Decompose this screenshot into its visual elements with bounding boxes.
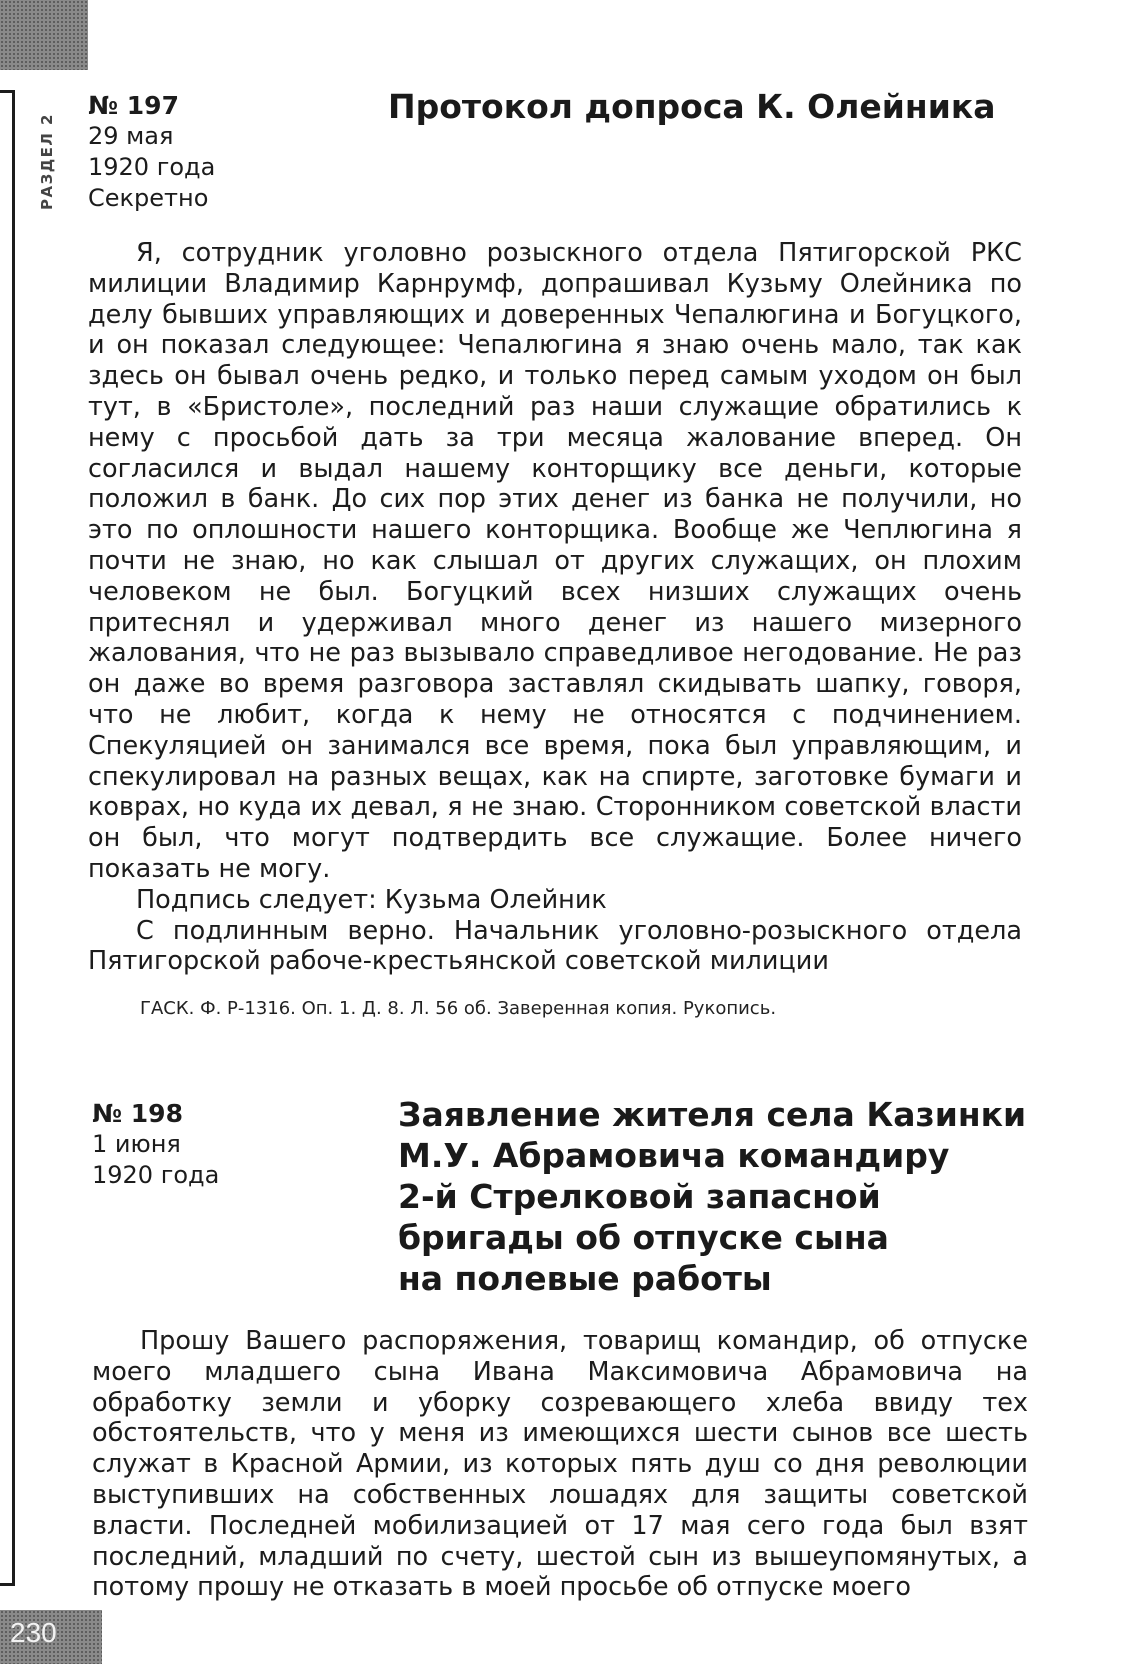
doc198-title-line: Заявление жителя села Казинки <box>398 1095 1027 1134</box>
doc197-body <box>88 238 1022 977</box>
doc198-date-day: 1 июня <box>92 1130 181 1158</box>
top-corner-mark <box>0 0 88 70</box>
doc198-title-line: бригады об отпуске сына <box>398 1218 889 1257</box>
doc197-certification: С подлинным верно. Начальник уголовно-розыскного отдела Пятигорской рабоче-крестьянской советской милиции <box>88 915 1022 977</box>
doc197-source: ГАСК. Ф. Р-1316. Оп. 1. Д. 8. Л. 56 об. Заверенная копия. Рукопись. <box>140 998 777 1019</box>
page-number: 230 <box>10 1617 57 1648</box>
doc198-title-line: на полевые работы <box>398 1259 772 1298</box>
doc198-number: № 198 <box>92 1099 183 1128</box>
doc197-meta <box>88 90 215 214</box>
doc198-title-line: 2-й Стрелковой запасной <box>398 1177 881 1216</box>
doc198-meta <box>92 1098 219 1191</box>
doc197-number: № 197 <box>88 91 179 120</box>
doc197-paragraph: Я, сотрудник уголовно розыскного отдела Пятигорской РКС милиции Владимир Карнрумф, допрашивал Кузьму Олейника по делу бывших управляющих и доверенных Чепалюгина и Богуцкого, и он показал следующее: Чепалюгина я знаю очень мало, так как здесь он бывал очень редко, и только перед самым уходом он был тут, в «Бристоле», последний раз наши служащие обратились к нему с просьбой дать за три месяца жалование вперед. Он согласился и выдал нашему конторщику все деньги, которые положил в банк. До сих пор этих денег из банка не получили, но это по оплошности нашего конторщика. Вообще же Чеплюгина я почти не знаю, но как слышал от других служащих, он плохим человеком не был. Богуцкий всех низших служащих очень притеснял и удерживал много денег из нашего мизерного жалования, что не раз вызывало справедливое негодование. Не раз он даже во время разговора заставлял скидывать шапку, говоря, что не любит, когда к нему не относятся с подчинением. Спекуляцией он занимался все время, пока был управляющим, и спекулировал на разных вещах, как на спирте, заготовке бумаги и коврах, но куда их девал, я не знаю. Сторонником советской власти он был, что могут подтвердить все служащие. Более ничего показать не могу. <box>88 238 1022 884</box>
doc197-classification: Секретно <box>88 184 209 212</box>
section-label: РАЗДЕЛ 2 <box>38 113 56 210</box>
doc198-date-year: 1920 года <box>92 1161 220 1189</box>
doc197-date-day: 29 мая <box>88 122 174 150</box>
doc198-title-line: М.У. Абрамовича командиру <box>398 1136 950 1175</box>
doc198-body <box>92 1326 1028 1603</box>
doc198-title <box>398 1094 1098 1299</box>
doc197-title: Протокол допроса К. Олейника <box>388 87 996 126</box>
doc198-paragraph: Прошу Вашего распоряжения, товарищ командир, об отпуске моего младшего сына Ивана Максимовича Абрамовича на обработку земли и уборку созревающего хлеба ввиду тех обстоятельств, что у меня из имеющихся шести сынов все шесть служат в Красной Армии, из которых пять душ со дня революции выступивших на собственных лошадях для защиты советской власти. Последней мобилизацией от 17 мая сего года был взят последний, младший по счету, шестой сын из вышеупомянутых, а потому прошу не отказать в моей просьбе об отпуске моего <box>92 1326 1028 1603</box>
doc197-date-year: 1920 года <box>88 153 216 181</box>
doc197-signature: Подпись следует: Кузьма Олейник <box>136 884 607 915</box>
section-frame <box>0 90 15 1586</box>
